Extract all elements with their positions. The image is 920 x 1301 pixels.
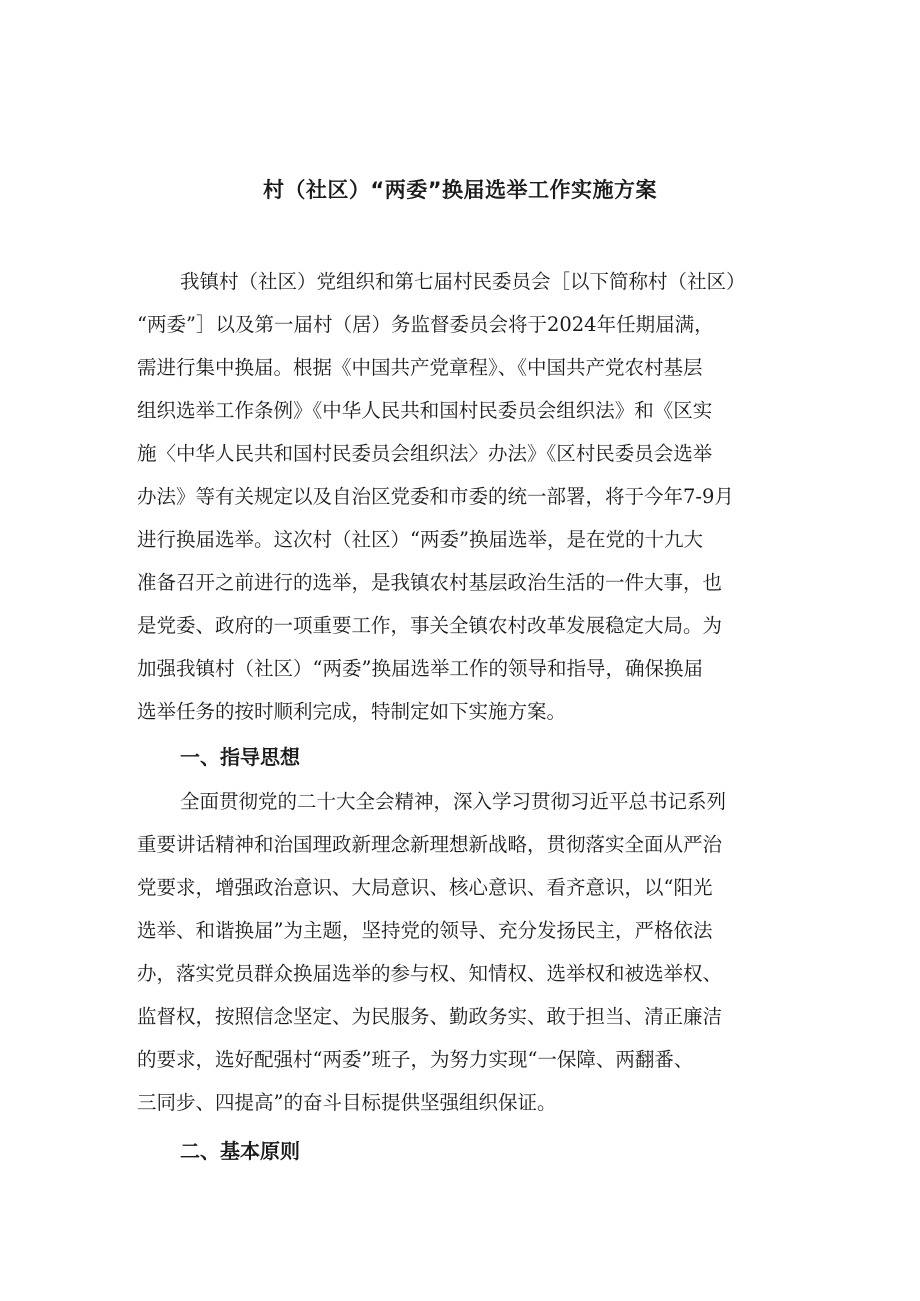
- intro-line: 准备召开之前进行的选举，是我镇农村基层政治生活的一件大事，也: [137, 571, 723, 594]
- document-title: 村（社区）“两委”换届选举工作实施方案: [262, 178, 658, 202]
- section-heading-basic-principles: 二、基本原则: [180, 1139, 300, 1163]
- intro-line: “两委”］以及第一届村（居）务监督委员会将于2024年任期届满，: [137, 313, 714, 336]
- section1-line: 重要讲话精神和治国理政新理念新理想新战略，贯彻落实全面从严治: [137, 833, 723, 856]
- section1-line: 的要求，选好配强村“两委”班子，为努力实现“一保障、两翻番、: [137, 1048, 694, 1071]
- intro-line: 选举任务的按时顺利完成，特制定如下实施方案。: [137, 700, 567, 723]
- section1-line: 全面贯彻党的二十大全会精神，深入学习贯彻习近平总书记系列: [180, 790, 727, 813]
- section-heading-guiding-thought: 一、指导思想: [180, 745, 300, 769]
- section1-line: 选举、和谐换届”为主题，坚持党的领导、充分发扬民主，严格依法: [137, 919, 713, 942]
- section1-line: 党要求，增强政治意识、大局意识、核心意识、看齐意识，以“阳光: [137, 876, 713, 899]
- intro-line: 是党委、政府的一项重要工作，事关全镇农村改革发展稳定大局。为: [137, 614, 723, 637]
- section1-line: 监督权，按照信念坚定、为民服务、勤政务实、敢于担当、清正廉洁: [137, 1005, 723, 1028]
- intro-line: 办法》等有关规定以及自治区党委和市委的统一部署，将于今年7-9月: [137, 485, 734, 508]
- intro-line: 需进行集中换届。根据《中国共产党章程》、《中国共产党农村基层: [137, 356, 703, 379]
- section1-line: 三同步、四提高”的奋斗目标提供坚强组织保证。: [137, 1091, 557, 1114]
- intro-line: 施〈中华人民共和国村民委员会组织法〉办法》《区村民委员会选举: [137, 442, 713, 465]
- section1-line: 办，落实党员群众换届选举的参与权、知情权、选举权和被选举权、: [137, 962, 723, 985]
- intro-line: 加强我镇村（社区）“两委”换届选举工作的领导和指导，确保换届: [137, 657, 703, 680]
- intro-line: 组织选举工作条例》《中华人民共和国村民委员会组织法》和《区实: [137, 399, 713, 422]
- intro-line: 进行换届选举。这次村（社区）“两委”换届选举，是在党的十九大: [137, 528, 703, 551]
- intro-line: 我镇村（社区）党组织和第七届村民委员会［以下简称村（社区）: [180, 270, 746, 293]
